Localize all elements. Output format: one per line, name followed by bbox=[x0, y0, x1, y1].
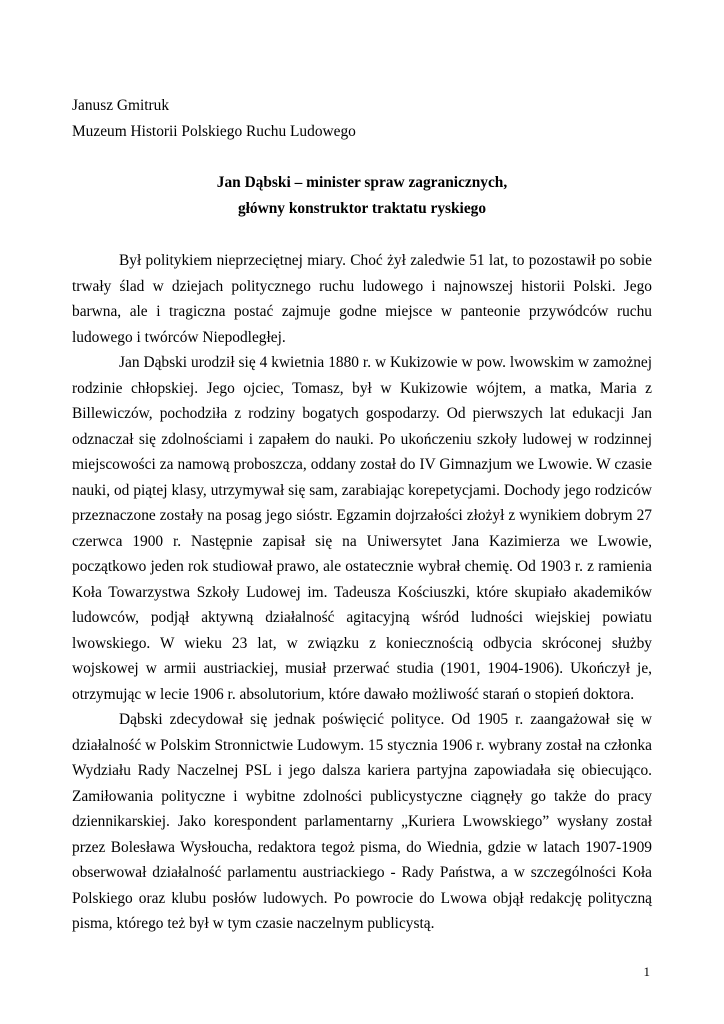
page-number: 1 bbox=[643, 964, 650, 979]
document-title bbox=[72, 170, 652, 222]
title-line-2: główny konstruktor traktatu ryskiego bbox=[237, 200, 487, 217]
body-paragraph: Dąbski zdecydował się jednak poświęcić polityce. Od 1905 r. zaangażował się w działalność w Polskim Stronnictwie Ludowym. 15 stycznia 1906 r. wybrany został na członka Wydziału Rady Naczelnej PSL i jego dalsza kariera partyjna zapowiadała się obiecująco. Zamiłowania polityczne i wybitne zdolności publicystyczne ciągnęły go także do pracy dziennikarskiej. Jako korespondent parlamentarny „Kuriera Lwowskiego” wysłany został przez Bolesława Wysłoucha, redaktora tegoż pisma, do Wiednia, gdzie w latach 1907-1909 obserwował działalność parlamentu austriackiego - Rady Państwa, a w szczególności Koła Polskiego oraz klubu posłów ludowych. Po powrocie do Lwowa objął redakcję polityczną pisma, którego też był w tym czasie naczelnym publicystą. bbox=[72, 711, 652, 932]
document-page bbox=[72, 93, 652, 937]
body-paragraph: Jan Dąbski urodził się 4 kwietnia 1880 r. w Kukizowie w pow. lwowskim w zamożnej rodzinie chłopskiej. Jego ojciec, Tomasz, był w Kukizowie wójtem, a matka, Maria z Billewiczów, pochodziła z rodziny bogatych gospodarzy. Od pierwszych lat edukacji Jan odznaczał się zdolnościami i zapałem do nauki. Po ukończeniu szkoły ludowej w rodzinnej miejscowości za namową proboszcza, oddany został do IV Gimnazjum we Lwowie. W czasie nauki, od piątej klasy, utrzymywał się sam, zarabiając korepetycjami. Dochody jego rodziców przeznaczone zostały na posag jego sióstr. Egzamin dojrzałości złożył z wynikiem dobrym 27 czerwca 1900 r. Następnie zapisał się na Uniwersytet Jana Kazimierza we Lwowie, początkowo jeden rok studiował prawo, ale ostatecznie wybrał chemię. Od 1903 r. z ramienia Koła Towarzystwa Szkoły Ludowej im. Tadeusza Kościuszki, które skupiało akademików ludowców, podjął aktywną działalność agitacyjną wśród ludności wiejskiej powiatu lwowskiego. W wieku 23 lat, w związku z koniecznością odbycia skróconej służby wojskowej w armii austriackiej, musiał przerwać studia (1901, 1904-1906). Ukończył je, otrzymując w lecie 1906 r. absolutorium, które dawało możliwość starań o stopień doktora. bbox=[72, 354, 652, 703]
author-name: Janusz Gmitruk bbox=[72, 97, 170, 114]
author-affiliation: Muzeum Historii Polskiego Ruchu Ludowego bbox=[72, 122, 356, 140]
body-paragraph: Był politykiem nieprzeciętnej miary. Choć żył zaledwie 51 lat, to pozostawił po sobie trwały ślad w dziejach politycznego ruchu ludowego i najnowszej historii Polski. Jego barwna, ale i tragiczna postać zajmuje godne miejsce w panteonie przywódców ruchu ludowego i twórców Niepodległej. bbox=[72, 252, 652, 346]
title-line-1: Jan Dąbski – minister spraw zagranicznych, bbox=[216, 174, 508, 191]
